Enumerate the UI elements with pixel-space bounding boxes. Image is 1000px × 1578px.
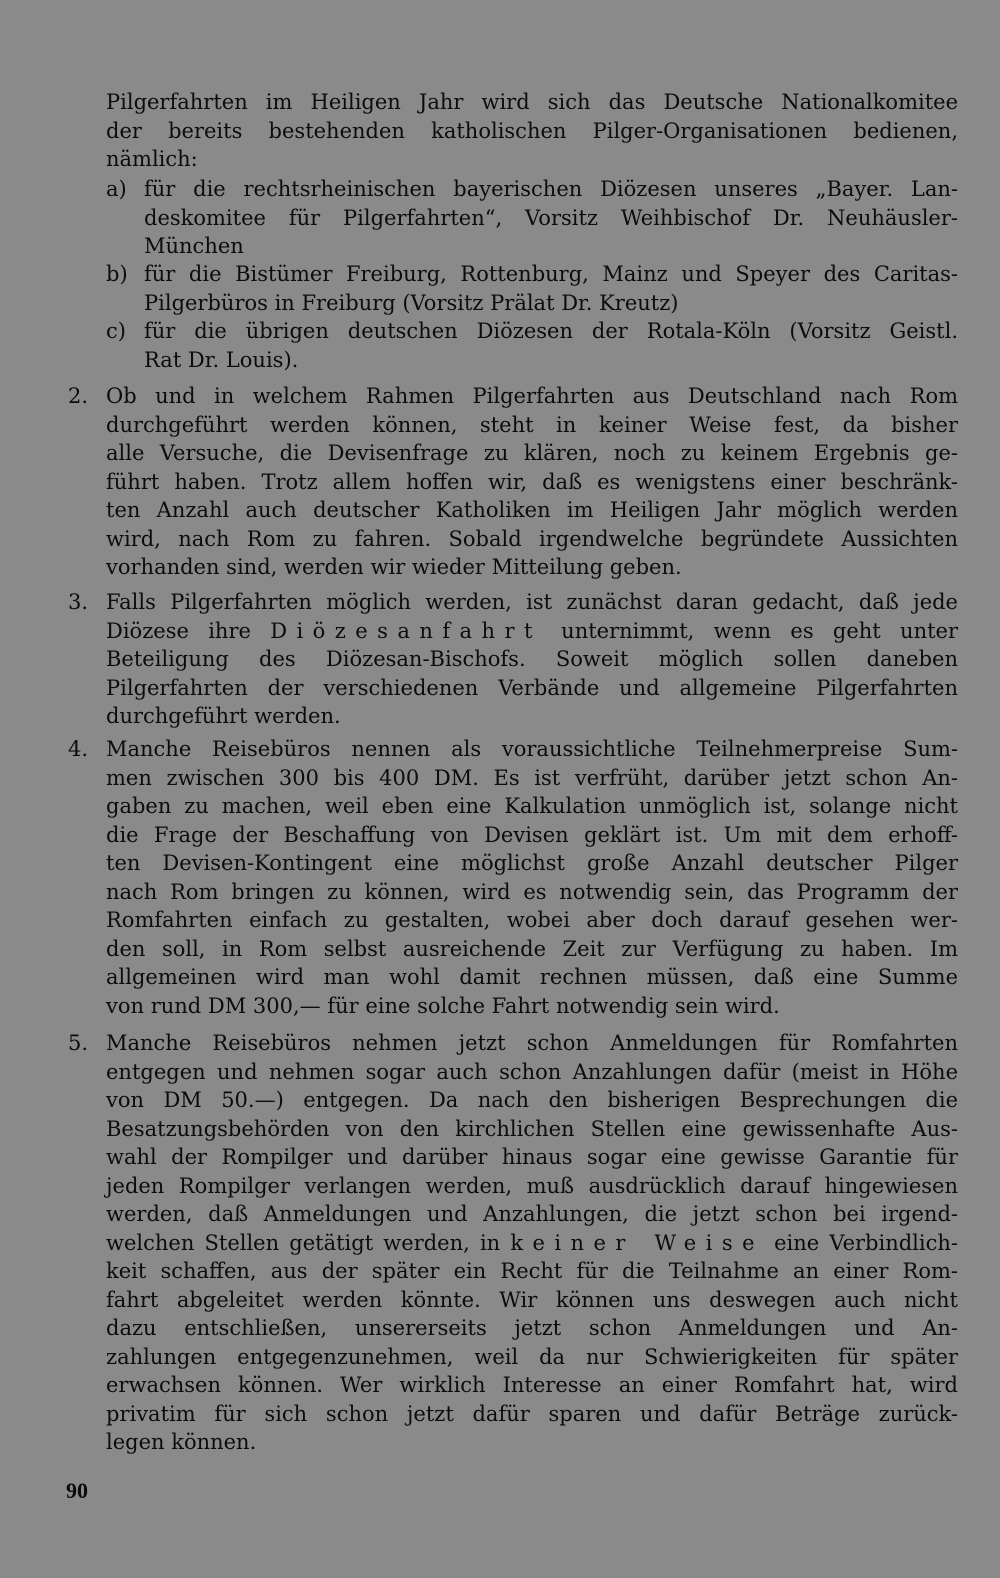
item-line: Manche Reisebüros nennen als voraussichtliche Teilnehmerpreise Sum- bbox=[106, 737, 958, 761]
sub-item-marker: c) bbox=[106, 319, 126, 343]
item-number: 5. bbox=[68, 1031, 89, 1055]
sub-item-line: für die übrigen deutschen Diözesen der Rotala-Köln (Vorsitz Geistl. bbox=[144, 319, 958, 343]
item-line: Ob und in welchem Rahmen Pilgerfahrten aus Deutschland nach Rom bbox=[106, 384, 958, 408]
sub-item-marker: b) bbox=[106, 262, 128, 286]
item-line: privatim für sich schon jetzt dafür sparen und dafür Beträge zurück- bbox=[106, 1401, 958, 1426]
intro-line: Pilgerfahrten im Heiligen Jahr wird sich das Deutsche Nationalkomitee bbox=[106, 90, 958, 114]
sub-item-a bbox=[106, 175, 958, 261]
item-line: alle Versuche, die Devisenfrage zu klären, noch zu keinem Ergebnis ge- bbox=[106, 441, 958, 465]
item-number: 2. bbox=[68, 384, 89, 408]
item-line: durchgeführt werden können, steht in keiner Weise fest, da bisher bbox=[106, 412, 958, 437]
item-line: wird, nach Rom zu fahren. Sobald irgendwelche begründete Aussichten bbox=[106, 526, 958, 551]
item-line: werden, daß Anmeldungen und Anzahlungen, die jetzt schon bei irgend- bbox=[106, 1202, 958, 1226]
page-number: 90 bbox=[66, 1478, 88, 1503]
item-line: dazu entschließen, unsererseits jetzt schon Anmeldungen und An- bbox=[106, 1316, 958, 1340]
item-line: von DM 50.—) entgegen. Da nach den bisherigen Besprechungen die bbox=[106, 1088, 958, 1112]
item-line: legen können. bbox=[106, 1430, 257, 1454]
item-line: Romfahrten einfach zu gestalten, wobei aber doch darauf gesehen wer- bbox=[106, 908, 958, 932]
item-line: durchgeführt werden. bbox=[106, 704, 341, 728]
item-line bbox=[106, 617, 958, 646]
item-line: Manche Reisebüros nehmen jetzt schon Anmeldungen für Romfahrten bbox=[106, 1031, 958, 1055]
item-line: zahlungen entgegenzunehmen, weil da nur Schwierigkeiten für später bbox=[106, 1344, 958, 1369]
intro-paragraph bbox=[106, 88, 958, 174]
sub-item-line: Pilgerbüros in Freiburg (Vorsitz Prälat Dr. Kreutz) bbox=[144, 290, 679, 315]
numbered-item-4 bbox=[68, 735, 958, 1020]
item-text: Diözese ihre bbox=[106, 618, 271, 643]
item-line: führt haben. Trotz allem hoffen wir, daß es wenigstens einer beschränk- bbox=[106, 469, 958, 494]
sub-item-line: deskomitee für Pilgerfahrten“, Vorsitz Weihbischof Dr. Neuhäusler- bbox=[144, 205, 958, 230]
sub-item-line: für die Bistümer Freiburg, Rottenburg, Mainz und Speyer des Caritas- bbox=[144, 262, 958, 286]
numbered-item-2 bbox=[68, 382, 958, 582]
item-line: von rund DM 300,— für eine solche Fahrt notwendig sein wird. bbox=[106, 993, 780, 1018]
sub-item-line: für die rechtsrheinischen bayerischen Diözesen unseres „Bayer. Lan- bbox=[144, 177, 958, 201]
item-line: Falls Pilgerfahrten möglich werden, ist zunächst daran gedacht, daß jede bbox=[106, 590, 958, 614]
item-number: 4. bbox=[68, 737, 89, 761]
item-line: erwachsen können. Wer wirklich Interesse an einer Romfahrt hat, wird bbox=[106, 1373, 958, 1397]
emphasized-text: keiner Weise bbox=[510, 1230, 764, 1255]
item-line: ten Devisen-Kontingent eine möglichst große Anzahl deutscher Pilger bbox=[106, 851, 958, 875]
item-line: jeden Rompilger verlangen werden, muß ausdrücklich darauf hingewiesen bbox=[106, 1173, 958, 1198]
item-line: wahl der Rompilger und darüber hinaus sogar eine gewisse Garantie für bbox=[106, 1145, 958, 1169]
item-line: keit schaffen, aus der später ein Recht für die Teilnahme an einer Rom- bbox=[106, 1259, 958, 1283]
item-line: men zwischen 300 bis 400 DM. Es ist verfrüht, darüber jetzt schon An- bbox=[106, 765, 958, 790]
sub-item-c bbox=[106, 317, 958, 374]
item-text: unternimmt, wenn es geht unter bbox=[541, 618, 958, 643]
sub-item-line: Rat Dr. Louis). bbox=[144, 347, 299, 372]
item-line: fahrt abgeleitet werden könnte. Wir können uns deswegen auch nicht bbox=[106, 1287, 958, 1312]
item-line: ten Anzahl auch deutscher Katholiken im Heiligen Jahr möglich werden bbox=[106, 498, 958, 522]
item-line: Pilgerfahrten der verschiedenen Verbände und allgemeine Pilgerfahrten bbox=[106, 675, 958, 700]
emphasized-text: Diözesanfahrt bbox=[270, 618, 542, 643]
intro-line: nämlich: bbox=[106, 147, 198, 171]
item-line: den soll, in Rom selbst ausreichende Zeit zur Verfügung zu haben. Im bbox=[106, 936, 958, 961]
item-line: entgegen und nehmen sogar auch schon Anzahlungen dafür (meist in Höhe bbox=[106, 1059, 958, 1084]
item-text: eine Verbindlich- bbox=[763, 1230, 958, 1255]
sub-item-line: München bbox=[144, 234, 244, 258]
item-line: nach Rom bringen zu können, wird es notwendig sein, das Programm der bbox=[106, 879, 958, 904]
item-line: Besatzungsbehörden von den kirchlichen Stellen eine gewissenhafte Aus- bbox=[106, 1116, 958, 1141]
sub-item-marker: a) bbox=[106, 177, 127, 201]
item-line bbox=[106, 1229, 958, 1258]
item-line: die Frage der Beschaffung von Devisen geklärt ist. Um mit dem erhoff- bbox=[106, 822, 958, 847]
item-line: vorhanden sind, werden wir wieder Mitteilung geben. bbox=[106, 555, 682, 579]
item-text: welchen Stellen getätigt werden, in bbox=[106, 1230, 511, 1255]
item-number: 3. bbox=[68, 590, 89, 614]
intro-line: der bereits bestehenden katholischen Pilger-Organisationen bedienen, bbox=[106, 118, 958, 143]
item-line: Beteiligung des Diözesan-Bischofs. Soweit möglich sollen daneben bbox=[106, 647, 958, 671]
item-line: gaben zu machen, weil eben eine Kalkulation unmöglich ist, solange nicht bbox=[106, 794, 958, 818]
item-line: allgemeinen wird man wohl damit rechnen müssen, daß eine Summe bbox=[106, 965, 958, 989]
numbered-item-3 bbox=[68, 588, 958, 731]
numbered-item-5 bbox=[68, 1029, 958, 1457]
sub-item-b bbox=[106, 260, 958, 317]
